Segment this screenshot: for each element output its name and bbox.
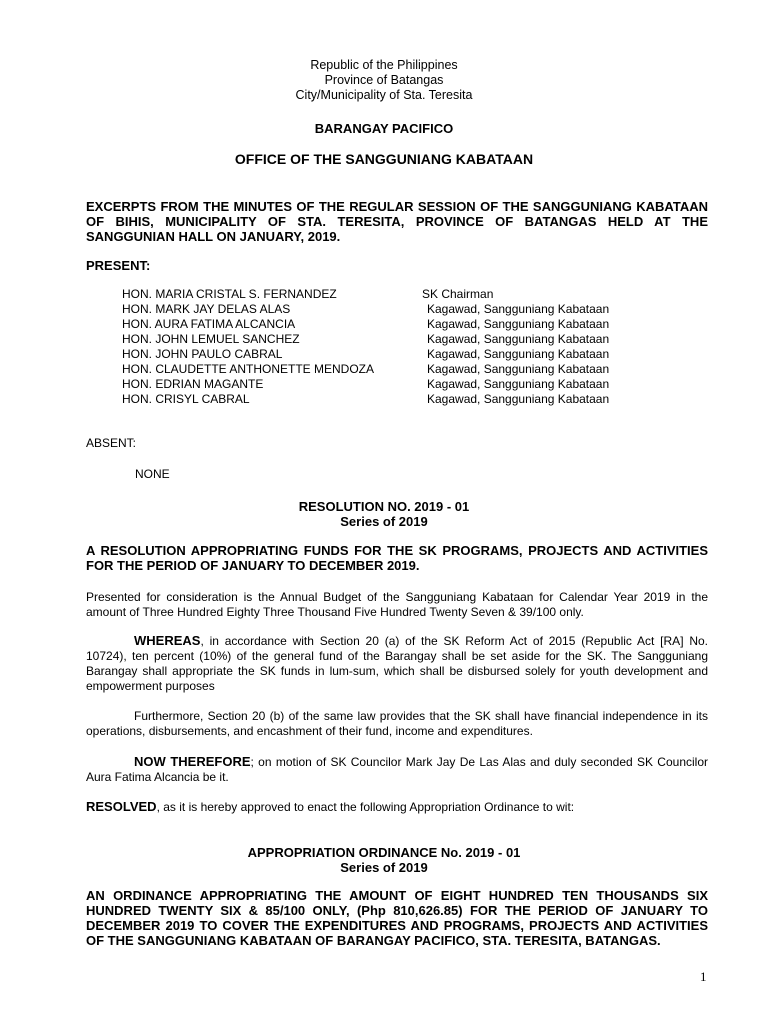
letterhead [0, 58, 768, 103]
members-list [122, 287, 682, 407]
now-therefore-lead: NOW THEREFORE [134, 754, 251, 769]
ordinance-series: Series of 2019 [340, 860, 428, 875]
member-row [122, 377, 682, 392]
ordinance-title: AN ORDINANCE APPROPRIATING THE AMOUNT OF EIGHT HUNDRED TEN THOUSANDS SIX HUNDRED TWENTY SIX & 85/100 ONLY, (Php 810,626.85) FOR THE PERIOD OF JANUARY TO DECEMBER 2019 TO COVER THE EXPENDITURES AND PROGRAMS, PROJECTS AND ACTIVITIES OF THE SANGGUNIANG KABATAAN OF BARANGAY PACIFICO, STA. TERESITA, BATANGAS. [86, 888, 708, 948]
member-position: Kagawad, Sangguniang Kabataan [427, 362, 610, 376]
whereas-text: , in accordance with Section 20 (a) of the SK Reform Act of 2015 (Republic Act [RA] No. 10724), ten percent (10%) of the general fund of the Barangay shall be set aside for the SK. The Sangguniang Barangay shall appropriate the SK funds in lum-sum, which shall be disbursed solely for youth development and empowerment purposes [86, 634, 708, 693]
member-name: HON. JOHN LEMUEL SANCHEZ [122, 332, 300, 346]
resolution-title: A RESOLUTION APPROPRIATING FUNDS FOR THE SK PROGRAMS, PROJECTS AND ACTIVITIES FOR THE PERIOD OF JANUARY TO DECEMBER 2019. [86, 543, 708, 573]
present-label: PRESENT: [86, 258, 151, 273]
resolved-text: , as it is hereby approved to enact the following Appropriation Ordinance to wit: [156, 800, 575, 814]
member-name: HON. MARIA CRISTAL S. FERNANDEZ [122, 287, 337, 301]
member-row [122, 332, 682, 347]
member-row [122, 392, 682, 407]
member-name: HON. AURA FATIMA ALCANCIA [122, 317, 296, 331]
now-therefore-text: ; on motion of SK Councilor Mark Jay De Las Alas and duly seconded SK Councilor Aura Fatima Alcancia be it. [86, 755, 708, 784]
member-position: Kagawad, Sangguniang Kabataan [427, 302, 610, 316]
page-number: 1 [700, 969, 707, 984]
whereas-lead: WHEREAS [134, 633, 201, 648]
paragraph-presented: Presented for consideration is the Annual Budget of the Sangguniang Kabataan for Calendar Year 2019 in the amount of Three Hundred Eighty Three Thousand Five Hundred Twenty Seven & 39/100 only. [86, 590, 708, 619]
member-name: HON. EDRIAN MAGANTE [122, 377, 264, 391]
ordinance-number: APPROPRIATION ORDINANCE No. 2019 - 01 [247, 845, 521, 860]
absent-label: ABSENT: [86, 436, 137, 450]
header-province: Province of Batangas [324, 73, 444, 87]
member-name: HON. CRISYL CABRAL [122, 392, 250, 406]
member-name: HON. CLAUDETTE ANTHONETTE MENDOZA [122, 362, 375, 376]
member-position: Kagawad, Sangguniang Kabataan [427, 317, 610, 331]
resolution-series: Series of 2019 [340, 514, 428, 529]
resolution-number: RESOLUTION NO. 2019 - 01 [298, 499, 470, 514]
member-row [122, 362, 682, 377]
member-row [122, 347, 682, 362]
paragraph-whereas [86, 633, 708, 694]
member-position: Kagawad, Sangguniang Kabataan [427, 392, 610, 406]
header-municipality: City/Municipality of Sta. Teresita [295, 88, 473, 102]
paragraph-resolved [86, 799, 708, 815]
absent-value: NONE [135, 467, 170, 481]
paragraph-now-therefore [86, 754, 708, 785]
member-position: Kagawad, Sangguniang Kabataan [427, 377, 610, 391]
barangay-name: BARANGAY PACIFICO [314, 121, 454, 136]
paragraph-furthermore: Furthermore, Section 20 (b) of the same law provides that the SK shall have financial independence in its operations, disbursements, and encashment of their fund, income and expenditures. [86, 709, 708, 738]
member-row [122, 317, 682, 332]
member-name: HON. JOHN PAULO CABRAL [122, 347, 283, 361]
resolved-lead: RESOLVED [86, 799, 157, 814]
member-position: Kagawad, Sangguniang Kabataan [427, 332, 610, 346]
member-row [122, 302, 682, 317]
member-position: Kagawad, Sangguniang Kabataan [427, 347, 610, 361]
office-title: OFFICE OF THE SANGGUNIANG KABATAAN [234, 151, 534, 167]
header-country: Republic of the Philippines [310, 58, 458, 72]
excerpt-heading: EXCERPTS FROM THE MINUTES OF THE REGULAR SESSION OF THE SANGGUNIANG KABATAAN OF BIHIS, MUNICIPALITY OF STA. TERESITA, PROVINCE OF BATANGAS HELD AT THE SANGGUNIAN HALL ON JANUARY, 2019. [86, 199, 708, 244]
member-row [122, 287, 682, 302]
member-position: SK Chairman [422, 287, 494, 301]
member-name: HON. MARK JAY DELAS ALAS [122, 302, 291, 316]
